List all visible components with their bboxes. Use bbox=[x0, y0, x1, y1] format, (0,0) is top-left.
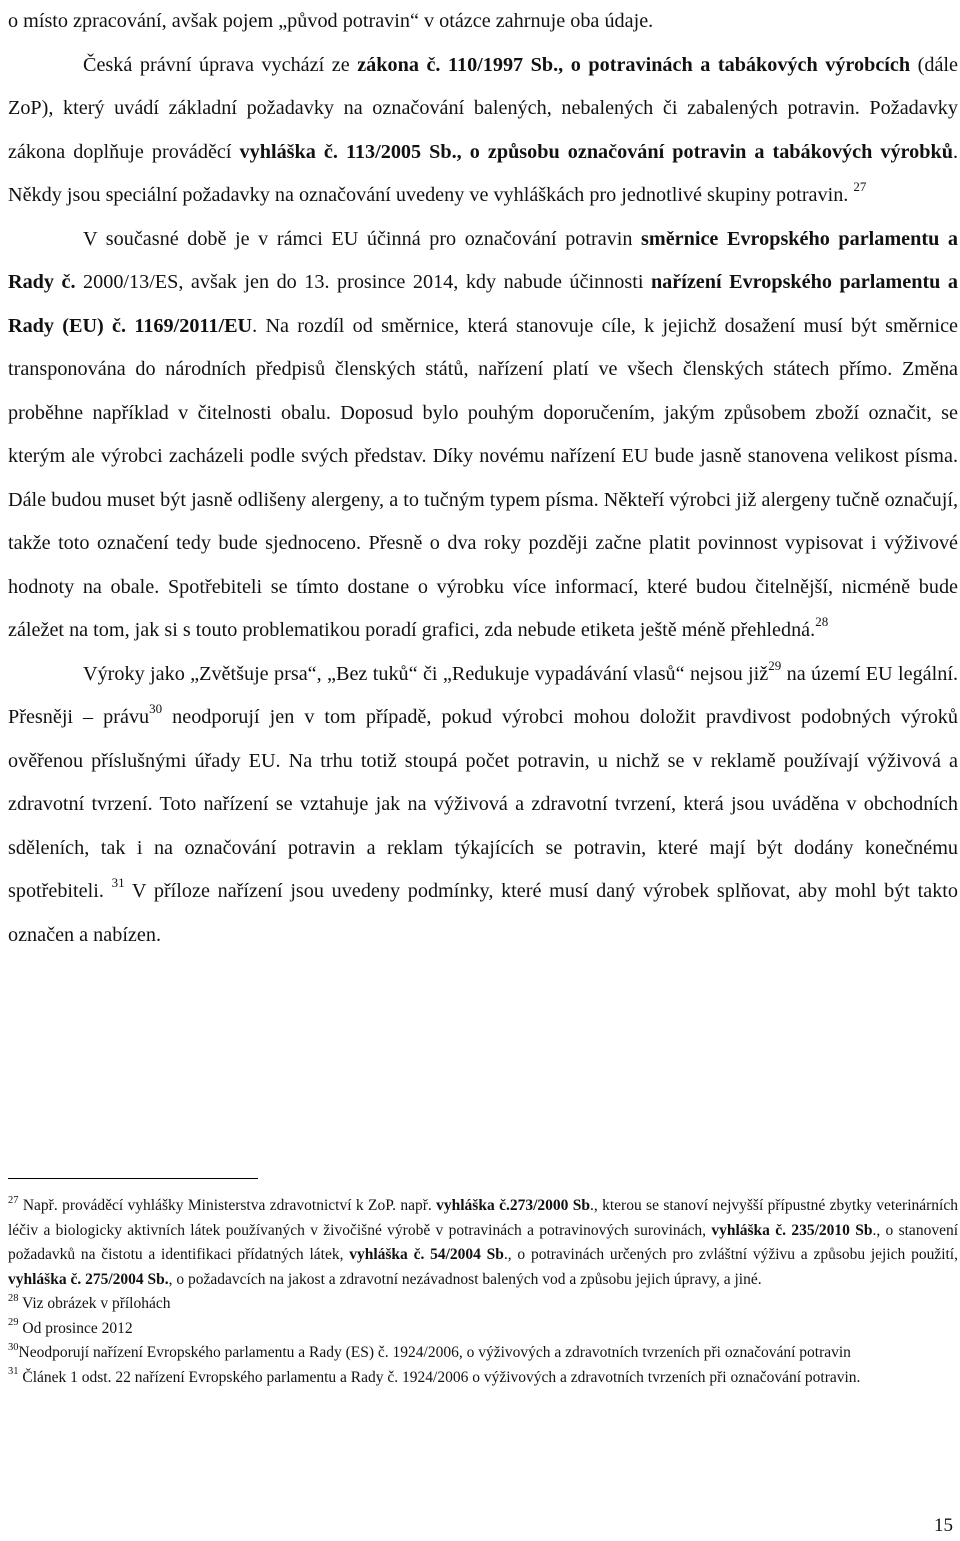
footnote-marker[interactable]: 31 bbox=[111, 875, 125, 891]
bold-law-reference: nařízení Evropského parlamentu a Rady (EU) č. 1169/2011/EU bbox=[8, 271, 958, 337]
footnote-number: 29 bbox=[8, 1317, 19, 1329]
footnote-text: ., kterou se stanoví nejvyšší přípustné zbytky veterinárních léčiv a biologicky aktivních látek používaných v živočišné výrobě v potravinách a potravinových surovinách, bbox=[8, 1197, 958, 1239]
text-run: , avšak jen do 13. prosince 2014, kdy nabude účinnosti bbox=[178, 271, 651, 293]
footnote-text: Neodporují nařízení Evropského parlamentu a Rady (ES) č. 1924/2006, o výživových a zdravotních tvrzeních při označování potravin bbox=[18, 1344, 851, 1361]
text-run: (dále ZoP), který uvádí základní požadavky na označování balených, nebalených či zabalených potravin. Požadavky zákona doplňuje prováděcí bbox=[8, 53, 958, 163]
bold-law-reference: směrnice Evropského parlamentu a Rady č. bbox=[8, 227, 958, 293]
text-run: V současné době je v rámci EU účinná pro označování potravin bbox=[83, 227, 642, 250]
bold-law-reference: zákona č. 110/1997 Sb., o potravinách a tabákových výrobcích bbox=[357, 53, 911, 76]
footnote-text: ., o potravinách určených pro zvláštní výživu a způsobu jejich použití, bbox=[503, 1246, 958, 1263]
footnote-number: 28 bbox=[8, 1292, 19, 1304]
footnote-marker[interactable]: 28 bbox=[815, 614, 829, 630]
footnote-28 bbox=[8, 1292, 958, 1317]
text-run: na území EU legální. Přesněji – právu bbox=[8, 662, 958, 728]
footnote-text: Např. prováděcí vyhlášky Ministerstva zdravotnictví k ZoP. např. bbox=[18, 1197, 437, 1214]
law-reference: 2000/13/ES bbox=[83, 271, 179, 293]
text-run: V příloze nařízení jsou uvedeny podmínky, které musí daný výrobek splňovat, aby mohl být takto označen a nabízen. bbox=[8, 880, 959, 946]
footnote-29 bbox=[8, 1317, 958, 1342]
footnote-text: Viz obrázek v přílohách bbox=[18, 1295, 171, 1312]
footnote-separator bbox=[8, 1178, 258, 1179]
footnote-marker[interactable]: 29 bbox=[768, 657, 782, 673]
footnote-text: Článek 1 odst. 22 nařízení Evropského parlamentu a Rady č. 1924/2006 o výživových a zdravotních tvrzeních při označování potravin. bbox=[18, 1368, 861, 1386]
text-run bbox=[76, 271, 84, 293]
paragraph-legislation-czech bbox=[8, 44, 958, 218]
footnote-text: , o požadavcích na jakost a zdravotní nezávadnost balených vod a způsobu jejich úpravy, a jiné. bbox=[168, 1270, 762, 1288]
paragraph-legislation-eu bbox=[8, 218, 958, 653]
paragraph-claims bbox=[8, 653, 958, 958]
footnote-number: 27 bbox=[8, 1194, 19, 1206]
text-run: . Někdy jsou speciální požadavky na označování uvedeny ve vyhláškách pro jednotlivé skupiny potravin. bbox=[8, 140, 958, 206]
main-text bbox=[8, 0, 958, 957]
text-run: . Na rozdíl od směrnice, která stanovuje cíle, k jejichž dosažení musí být směrnice transponována do národních předpisů členských států, nařízení platí ve všech členských státech přímo. Změna proběhne například v čitelnosti obalu. Doposud bylo pouhým doporučením, jakým způsobem zboží označit, se kterým ale výrobci zacházeli podle svých představ. Díky novému nařízení EU bude jasně stanovena velikost písma. Dále budou muset být jasně odlišeny alergeny, a to tučným typem písma. Někteří výrobci již alergeny tučně označují, takže toto označení tedy bude sjednoceno. Přesně o dva roky později začne platit povinnost vypisovat i výživové hodnoty na obale. Spotřebiteli se tímto dostane o výrobku více informací, které budou čitelnější, nicméně bude záležet na tom, jak si s touto problematikou poradí grafici, zda nebude etiketa ještě méně přehledná. bbox=[8, 314, 958, 641]
footnote-number: 30 bbox=[8, 1341, 19, 1353]
footnote-marker[interactable]: 27 bbox=[853, 179, 867, 195]
text-run: Česká právní úprava vychází ze bbox=[83, 53, 358, 76]
bold-law-reference: vyhláška č. 275/2004 Sb. bbox=[8, 1270, 169, 1288]
footnote-27 bbox=[8, 1194, 958, 1292]
page-number: 15 bbox=[934, 1515, 953, 1536]
footnote-31 bbox=[8, 1366, 958, 1391]
text-run: Výroky jako „Zvětšuje prsa“, „Bez tuků“ či „Redukuje vypadávání vlasů“ nejsou již bbox=[83, 662, 769, 685]
text-line: o místo zpracování, avšak pojem „původ potravin“ v otázce zahrnuje oba údaje. bbox=[8, 10, 654, 32]
text-run: neodporují jen v tom případě, pokud výrobci mohou doložit pravdivost podobných výroků ověřenou příslušnými úřady EU. Na trhu totiž stoupá počet potravin, u nichž se v reklamě používají výživová a zdravotní tvrzení. Toto nařízení se vztahuje jak na výživová a zdravotní tvrzení, která jsou uváděna v obchodních sděleních, tak i na označování potravin a reklam týkajících se potravin, které mají být dodány konečnému spotřebiteli. bbox=[8, 706, 958, 902]
paragraph-continuation bbox=[8, 0, 958, 44]
bold-law-reference: vyhláška č. 54/2004 Sb bbox=[349, 1246, 504, 1263]
footnote-text: ., o stanovení požadavků na čistotu a identifikaci přídatných látek, bbox=[8, 1221, 959, 1263]
bold-law-reference: vyhláška č. 113/2005 Sb., o způsobu označování potravin a tabákových výrobků bbox=[239, 140, 953, 163]
footnote-number: 31 bbox=[8, 1366, 19, 1378]
footnote-30 bbox=[8, 1341, 958, 1366]
footnote-text: Od prosince 2012 bbox=[18, 1319, 133, 1337]
footnote-marker[interactable]: 30 bbox=[149, 701, 163, 717]
bold-law-reference: vyhláška č.273/2000 Sb bbox=[436, 1197, 590, 1214]
footnotes bbox=[8, 1194, 958, 1390]
bold-law-reference: vyhláška č. 235/2010 Sb bbox=[711, 1221, 873, 1239]
